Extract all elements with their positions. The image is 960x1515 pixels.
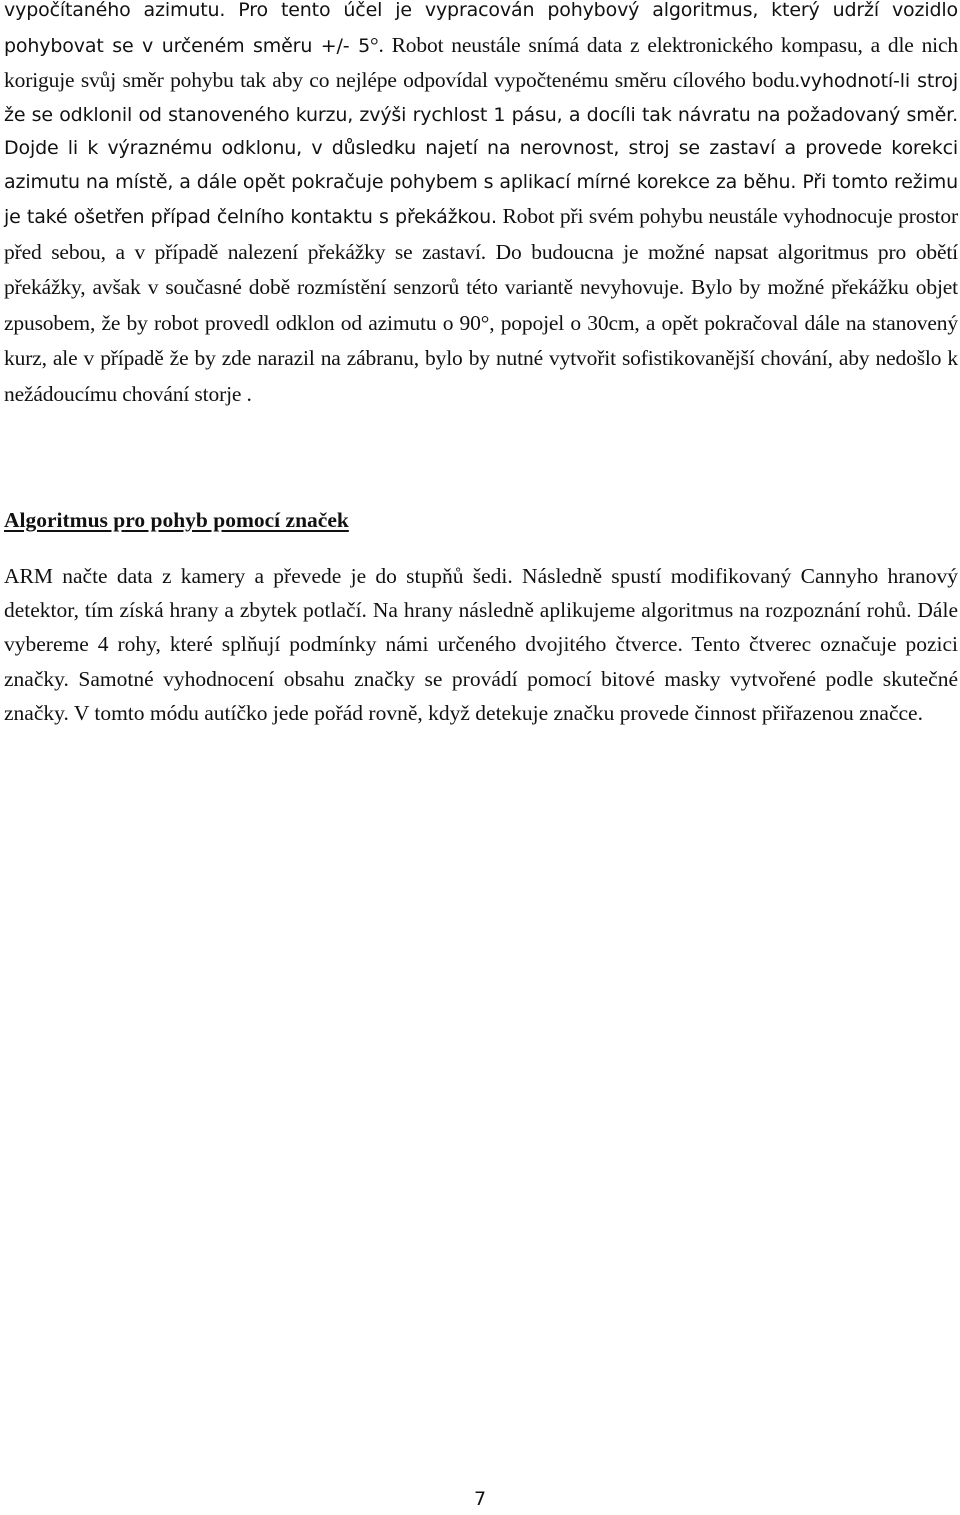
text-segment: Do budoucna je možné napsat algoritmus pro obětí překážky, avšak v současné době rozmístění senzorů této variantě nevyhovuje.: [4, 239, 958, 299]
paragraph-marker-algorithm: [4, 559, 958, 730]
page-number: 7: [473, 1488, 487, 1510]
text-segment: Robot při svém pohybu neustále vyhodnocuje prostor před sebou, a v případě nalezení překážky se zastaví.: [4, 204, 958, 264]
text-segment: °. Robot neustále snímá data z elektronického kompasu, a dle nich koriguje svůj směr pohybu tak aby co nejlépe odpovídal vypočtenému směru cílového bodu.: [4, 32, 958, 92]
section-heading: Algoritmus pro pohyb pomocí značek: [4, 508, 349, 532]
text-segment: vyhodnotí-li stroj že se odklonil od stanoveného kurzu, zvýši rychlost 1 pásu, a docíli tak návratu na požadovaný směr. Dojde li k výraznému odklonu, v důsledku najetí na nerovnost, stroj se zastaví a provede korekci azimutu na místě, a dále opět pokračuje pohybem s aplikací mírné korekce za běhu. Při tomto režimu je také ošetřen případ čelního kontaktu s překážkou.: [4, 70, 958, 228]
text-segment: Bylo by možné překážku objet zpusobem, že by robot provedl odklon od azimutu o 90: [4, 275, 958, 335]
text-segment: °, popojel o 30cm, a opět pokračoval dále na stanovený kurz, ale v případě že by zde narazil na zábranu, bylo by nutné vytvořit sofistikovanější chování, aby nedošlo k nežádoucímu chování storje .: [4, 310, 958, 406]
text-segment: ARM načte data z kamery a převede je do stupňů šedi.: [4, 564, 513, 588]
text-segment: vypočítaného azimutu. Pro tento účel je vypracován pohybový algoritmus, který udrží vozidlo pohybovat se v určeném směru +/- 5: [4, 0, 958, 57]
text-segment: Následně spustí modifikovaný Cannyho hranový detektor, tím získá hrany a zbytek potlačí. Na hrany následně aplikujeme algoritmus na rozpoznání rohů. Dále vybereme 4 rohy, které splňují podmínky námi určeného dvojitého čtverce. Tento čtverec označuje pozici značky. Samotné vyhodnocení obsahu značky se provádí pomocí bitové masky vytvořené podle skutečné značky. V tomto módu autíčko jede pořád rovně, když detekuje značku provede činnost přiřazenou značce.: [4, 564, 958, 725]
paragraph-navigation-algorithm: [4, 0, 958, 412]
